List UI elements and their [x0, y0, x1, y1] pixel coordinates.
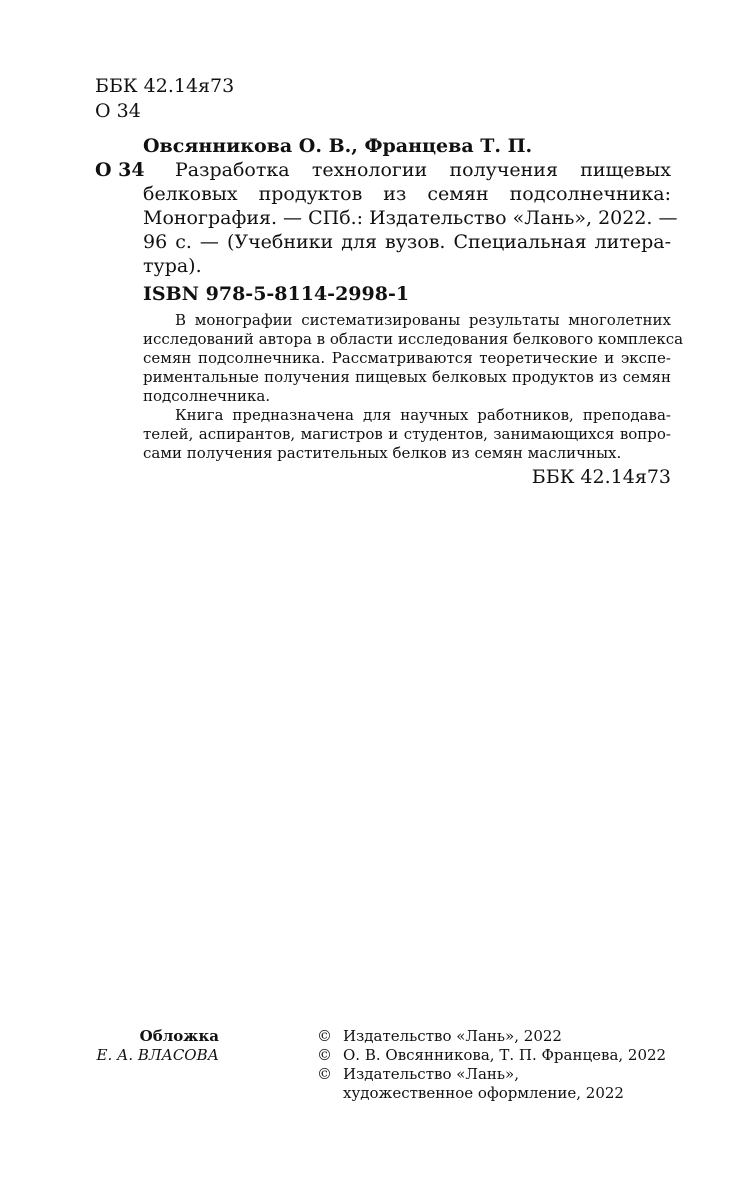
authors-heading: Овсянникова О. В., Францева Т. П. — [143, 135, 533, 157]
copyright-symbol: © — [317, 1027, 332, 1045]
copyright-text: Издательство «Лань», — [343, 1065, 520, 1083]
abstract-line: исследований автора в области исследования белкового комплекса — [143, 330, 684, 348]
cover-designer: Е. А. ВЛАСОВА — [96, 1046, 219, 1064]
bbk-code-bottom: ББК 42.14я73 — [531, 466, 671, 488]
cover-label: Обложка — [139, 1027, 219, 1045]
abstract — [143, 311, 684, 463]
abstract-line: риментальные получения пищевых белковых продуктов из семян — [143, 368, 671, 386]
abstract-line: телей, аспирантов, магистров и студентов, занимающихся вопро- — [143, 425, 671, 443]
title-line: тура). — [143, 255, 202, 277]
copyright-symbol: © — [317, 1065, 332, 1083]
copyright-row — [317, 1027, 562, 1046]
title-line: Монография. — СПб.: Издательство «Лань», 2022. — — [143, 207, 678, 229]
abstract-line: Книга предназначена для научных работников, преподава- — [175, 406, 671, 424]
abstract-line: подсолнечника. — [143, 387, 271, 405]
author-code-top: О 34 — [95, 100, 141, 122]
bbk-code-top: ББК 42.14я73 — [95, 75, 235, 97]
title-line: 96 с. — (Учебники для вузов. Специальная литера- — [143, 231, 671, 253]
isbn: ISBN 978-5-8114-2998-1 — [143, 283, 410, 305]
copyright-text: О. В. Овсянникова, Т. П. Францева, 2022 — [343, 1046, 667, 1064]
title-line: белковых продуктов из семян подсолнечника: — [143, 183, 671, 205]
author-code-main: О 34 — [95, 159, 145, 181]
title-line: Разработка технологии получения пищевых — [175, 159, 671, 181]
copyright-text: Издательство «Лань», 2022 — [343, 1027, 562, 1045]
copyright-row — [317, 1046, 666, 1065]
bibliographic-description — [143, 158, 678, 278]
copyright-continuation: художественное оформление, 2022 — [343, 1084, 624, 1102]
abstract-line: семян подсолнечника. Рассматриваются теоретические и экспе- — [143, 349, 671, 367]
copyright-symbol: © — [317, 1046, 332, 1064]
copyright-row — [317, 1065, 519, 1084]
abstract-line: В монографии систематизированы результаты многолетних — [175, 311, 671, 329]
abstract-line: сами получения растительных белков из семян масличных. — [143, 444, 622, 462]
